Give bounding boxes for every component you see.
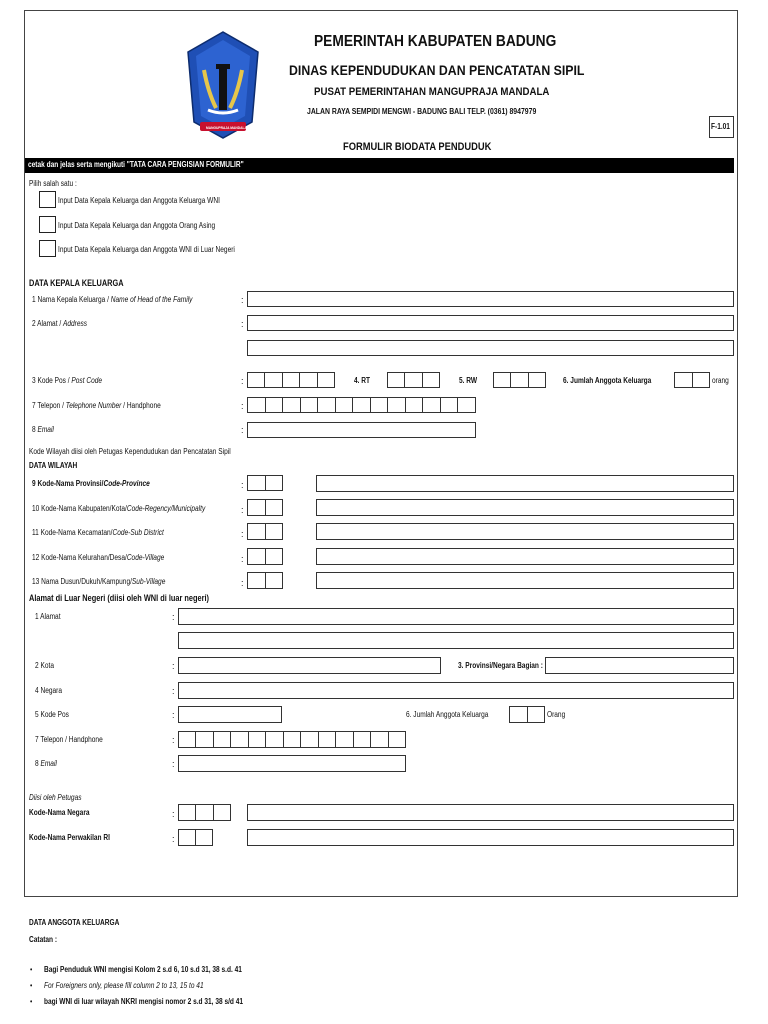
wilayah-regency-code[interactable] <box>247 499 283 516</box>
kk-address-input-1[interactable] <box>247 315 734 331</box>
ln-jumlah-input[interactable] <box>509 706 545 723</box>
wilayah-regency-name[interactable] <box>316 499 734 516</box>
kk-rw-input[interactable] <box>493 372 546 388</box>
kk-orang-label: orang <box>712 376 729 385</box>
kk-phone-input[interactable] <box>247 397 476 413</box>
kk-jumlah-input[interactable] <box>674 372 710 388</box>
petugas-perwakilan-code[interactable] <box>178 829 213 846</box>
ln-heading: Alamat di Luar Negeri (diisi oleh WNI di luar negeri) <box>29 593 210 603</box>
logo-text: MANGUPRAJA MANDALA <box>206 125 247 130</box>
ln-address-label: 1 Alamat <box>35 612 61 621</box>
note-bullet: • <box>30 997 33 1006</box>
option-wni-label: Input Data Kepala Keluarga dan Anggota Keluarga WNI <box>58 196 220 205</box>
kk-phone-label: 7 Telepon / Telephone Number / Handphone <box>32 401 161 410</box>
kk-postcode-input[interactable] <box>247 372 335 388</box>
option-luar-negeri-label: Input Data Kepala Keluarga dan Anggota WNI di Luar Negeri <box>58 245 235 254</box>
petugas-country-label: Kode-Nama Negara <box>29 808 90 817</box>
anggota-note-1: Bagi Penduduk WNI mengisi Kolom 2 s.d 6, 10 s.d 31, 38 s.d. 41 <box>44 965 242 974</box>
option-luar-negeri-checkbox[interactable] <box>39 240 56 257</box>
kk-rt-input[interactable] <box>387 372 440 388</box>
wilayah-province-name[interactable] <box>316 475 734 492</box>
kk-name-input[interactable] <box>247 291 734 307</box>
kk-email-input[interactable] <box>247 422 476 438</box>
wilayah-district-name[interactable] <box>316 523 734 540</box>
option-wni-checkbox[interactable] <box>39 191 56 208</box>
wilayah-province-label: 9 Kode-Nama Provinsi/Code-Province <box>32 479 150 488</box>
ln-city-input[interactable] <box>178 657 441 674</box>
ln-country-input[interactable] <box>178 682 734 699</box>
kk-heading: DATA KEPALA KELUARGA <box>29 278 124 288</box>
kk-email-label: 8 Email <box>32 425 54 434</box>
ln-province-label: 3. Provinsi/Negara Bagian : <box>458 661 543 670</box>
wilayah-heading: DATA WILAYAH <box>29 461 78 470</box>
wilayah-subvillage-name[interactable] <box>316 572 734 589</box>
ln-postcode-input[interactable] <box>178 706 282 723</box>
kk-postcode-label: 3 Kode Pos / Post Code <box>32 376 103 385</box>
wilayah-village-code[interactable] <box>247 548 283 565</box>
instruction-text: cetak dan jelas serta mengikuti "TATA CARA PENGISIAN FORMULIR" <box>28 160 244 169</box>
select-label: Pilih salah satu : <box>29 179 77 188</box>
header-address: JALAN RAYA SEMPIDI MENGWI - BADUNG BALI TELP. (0361) 8947979 <box>307 107 537 116</box>
kk-rw-label: 5. RW <box>459 376 478 385</box>
header-line2: DINAS KEPENDUDUKAN DAN PENCATATAN SIPIL <box>289 62 585 78</box>
ln-address-input-1[interactable] <box>178 608 734 625</box>
wilayah-regency-label: 10 Kode-Nama Kabupaten/Kota/Code-Regency/Municipalty <box>32 504 206 513</box>
ln-city-label: 2 Kota <box>35 661 54 670</box>
header-line3: PUSAT PEMERINTAHAN MANGUPRAJA MANDALA <box>314 86 550 98</box>
ln-address-input-2[interactable] <box>178 632 734 649</box>
wilayah-village-label: 12 Kode-Nama Kelurahan/Desa/Code-Village <box>32 553 165 562</box>
form-title: FORMULIR BIODATA PENDUDUK <box>343 141 492 153</box>
badung-logo <box>186 30 260 140</box>
ln-postcode-label: 5 Kode Pos <box>35 710 69 719</box>
option-asing-label: Input Data Kepala Keluarga dan Anggota Orang Asing <box>58 221 216 230</box>
petugas-country-name[interactable] <box>247 804 734 821</box>
petugas-perwakilan-label: Kode-Nama Perwakilan RI <box>29 833 110 842</box>
wilayah-district-code[interactable] <box>247 523 283 540</box>
petugas-country-code[interactable] <box>178 804 231 821</box>
ln-province-input[interactable] <box>545 657 734 674</box>
wilayah-province-code[interactable] <box>247 475 283 491</box>
ln-email-label: 8 Email <box>35 759 57 768</box>
kk-address-input-2[interactable] <box>247 340 734 356</box>
petugas-note: Diisi oleh Petugas <box>29 793 82 802</box>
form-code: F-1.01 <box>711 122 730 131</box>
note-bullet: • <box>30 965 33 974</box>
wilayah-district-label: 11 Kode-Nama Kecamatan/Code-Sub District <box>32 528 164 537</box>
wilayah-note: Kode Wilayah diisi oleh Petugas Kependudukan dan Pencatatan Sipil <box>29 447 231 456</box>
wilayah-subvillage-code[interactable] <box>247 572 283 589</box>
kk-address-label: 2 Alamat / Address <box>32 319 88 328</box>
ln-orang-label: Orang <box>547 710 566 719</box>
option-asing-checkbox[interactable] <box>39 216 56 233</box>
anggota-catatan: Catatan : <box>29 935 58 944</box>
anggota-note-2: For Foreigners only, please fill column 2 to 13, 15 to 41 <box>44 981 204 990</box>
ln-phone-input[interactable] <box>178 731 406 748</box>
kk-name-label: 1 Nama Kepala Keluarga / Name of Head of the Family <box>32 295 193 304</box>
anggota-note-3: bagi WNI di luar wilayah NKRI mengisi nomor 2 s.d 31, 38 s/d 41 <box>44 997 244 1006</box>
ln-phone-label: 7 Telepon / Handphone <box>35 735 103 744</box>
wilayah-subvillage-label: 13 Nama Dusun/Dukuh/Kampung/Sub-Village <box>32 577 166 586</box>
ln-email-input[interactable] <box>178 755 406 772</box>
petugas-perwakilan-name[interactable] <box>247 829 734 846</box>
kk-rt-label: 4. RT <box>354 376 371 385</box>
note-bullet: • <box>30 981 33 990</box>
ln-jumlah-label: 6. Jumlah Anggota Keluarga <box>406 710 489 719</box>
wilayah-village-name[interactable] <box>316 548 734 565</box>
kk-jumlah-label: 6. Jumlah Anggota Keluarga <box>563 376 652 385</box>
ln-country-label: 4 Negara <box>35 686 62 695</box>
header-line1: PEMERINTAH KABUPATEN BADUNG <box>314 33 557 50</box>
anggota-heading: DATA ANGGOTA KELUARGA <box>29 918 120 927</box>
